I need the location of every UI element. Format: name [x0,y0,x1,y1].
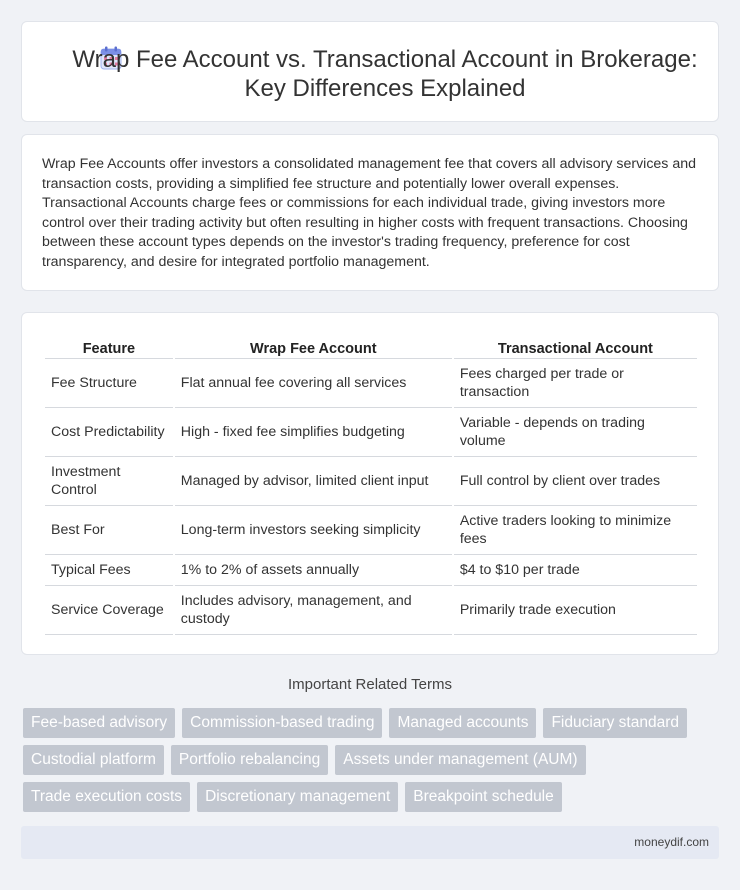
table-cell: Flat annual fee covering all services [175,359,452,408]
tag-commission-based-trading[interactable]: Commission-based trading [182,708,382,738]
tag-managed-accounts[interactable]: Managed accounts [389,708,536,738]
related-terms-title: Important Related Terms [288,676,452,693]
table-cell: Service Coverage [45,586,173,635]
table-header-row [45,333,697,359]
footer [21,826,719,859]
tag-fee-based-advisory[interactable]: Fee-based advisory [23,708,175,738]
table-cell: Fee Structure [45,359,173,408]
intro-paragraph: Wrap Fee Accounts offer investors a consolidated management fee that covers all advisory services and transaction costs, providing a simplified fee structure and potentially lower overall expenses. Transactional Accounts charge fees or commissions for each individual trade, giving investors more control over their trading activity but often resulting in higher costs with frequent transactions. Choosing between these account types depends on the investor's trading frequency, preference for cost transparency, and desire for integrated portfolio management. [42,156,697,270]
tag-custodial-platform[interactable]: Custodial platform [23,745,164,775]
table-cell: Active traders looking to minimize fees [454,506,697,555]
table-cell: Fees charged per trade or transaction [454,359,697,408]
comparison-card [21,312,719,655]
tag-row [23,782,713,812]
header-feature: Feature [45,333,173,359]
tag-discretionary-management[interactable]: Discretionary management [197,782,398,812]
table-cell: Managed by advisor, limited client input [175,457,452,506]
related-terms-tags [23,708,713,819]
table-cell: Variable - depends on trading volume [454,408,697,457]
tag-row [23,745,713,775]
header-wrap-fee: Wrap Fee Account [175,333,452,359]
table-cell: Best For [45,506,173,555]
table-cell: Investment Control [45,457,173,506]
table-row [45,359,697,408]
table-row [45,506,697,555]
table-cell: High - fixed fee simplifies budgeting [175,408,452,457]
title-card [21,21,719,122]
tag-breakpoint-schedule[interactable]: Breakpoint schedule [405,782,561,812]
tag-portfolio-rebalancing[interactable]: Portfolio rebalancing [171,745,328,775]
site-name[interactable]: moneydif.com [634,835,709,849]
table-cell: Full control by client over trades [454,457,697,506]
table-row [45,408,697,457]
tag-aum[interactable]: Assets under management (AUM) [335,745,585,775]
table-row [45,457,697,506]
page-title: Wrap Fee Account vs. Transactional Account in Brokerage: Key Differences Explained [72,46,698,102]
comparison-table [43,333,699,635]
table-cell: Long-term investors seeking simplicity [175,506,452,555]
table-cell: Includes advisory, management, and custody [175,586,452,635]
table-row [45,586,697,635]
header-transactional: Transactional Account [454,333,697,359]
table-cell: Typical Fees [45,555,173,586]
tag-fiduciary-standard[interactable]: Fiduciary standard [543,708,687,738]
tag-row [23,708,713,738]
table-cell: $4 to $10 per trade [454,555,697,586]
intro-card [21,134,719,291]
table-cell: Cost Predictability [45,408,173,457]
table-cell: Primarily trade execution [454,586,697,635]
table-row [45,555,697,586]
table-cell: 1% to 2% of assets annually [175,555,452,586]
tag-trade-execution-costs[interactable]: Trade execution costs [23,782,190,812]
